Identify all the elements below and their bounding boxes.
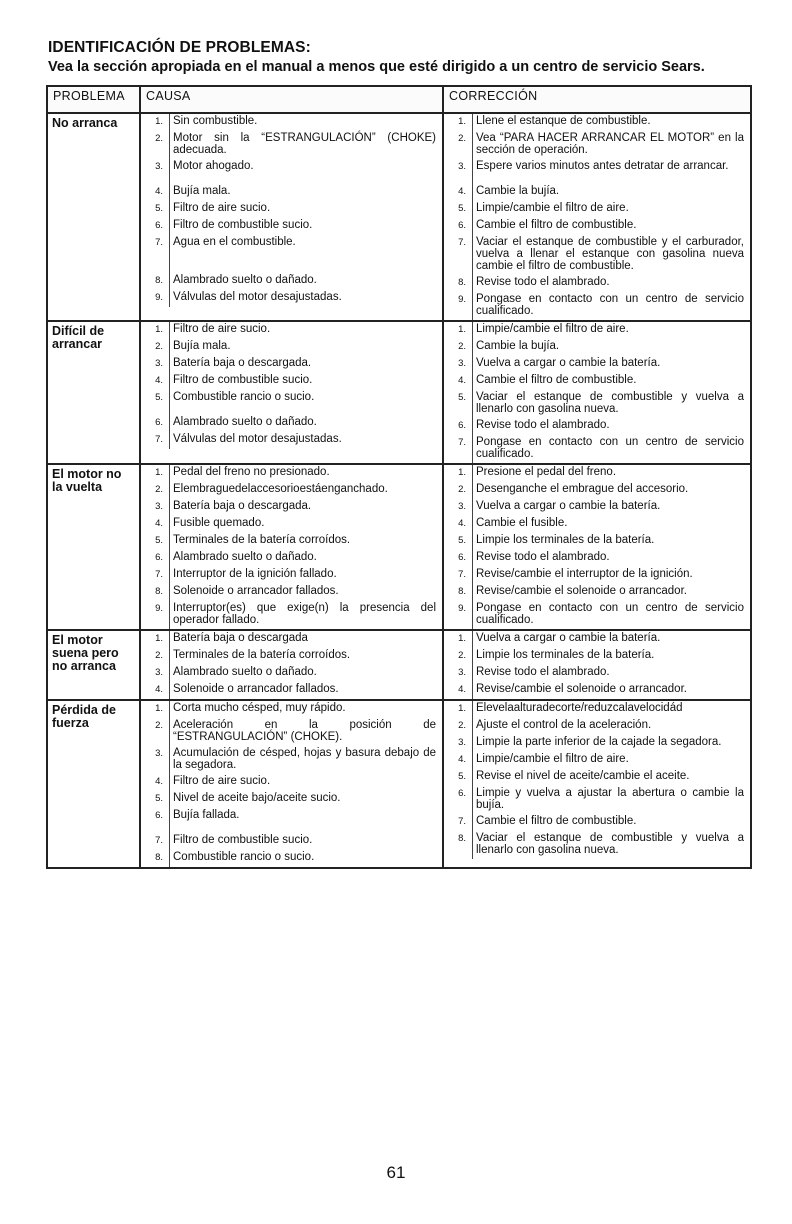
cause-item [141,356,442,373]
correction-item-text: Revise todo el alambrado. [476,666,610,678]
correction-item-number: 6. [458,788,466,799]
correction-item-number: 6. [458,552,466,563]
cause-list [141,114,442,307]
correction-item [444,814,750,831]
cause-item [141,114,442,131]
correction-item [444,201,750,218]
cause-item-number: 3. [155,358,163,369]
cause-item-number: 1. [155,324,163,335]
cause-item-number: 6. [155,220,163,231]
cause-item [141,131,442,159]
cause-item [141,808,442,833]
cause-cell [140,700,443,868]
correction-item [444,752,750,769]
cause-item [141,516,442,533]
cause-item [141,184,442,201]
cause-item [141,373,442,390]
correction-item [444,665,750,682]
correction-cell [443,464,751,630]
cause-item [141,567,442,584]
correction-item-text: Cambie el filtro de combustible. [476,815,637,827]
correction-item [444,648,750,665]
correction-item-number: 5. [458,771,466,782]
correction-item-number: 7. [458,237,466,248]
cause-item [141,665,442,682]
cause-item [141,601,442,629]
correction-item [444,373,750,390]
correction-item [444,482,750,499]
correction-item [444,114,750,131]
cause-item-number: 6. [155,417,163,428]
cause-item [141,201,442,218]
correction-item-text: Ajuste el control de la aceleración. [476,719,652,731]
cause-item-number: 7. [155,835,163,846]
correction-item-text: Limpie y vuelva a ajustar la abertura o cambie la bujía. [476,787,744,811]
correction-item [444,435,750,463]
correction-item [444,131,750,159]
cause-item-text: Agua en el combustible. [173,236,296,248]
cause-item-number: 5. [155,203,163,214]
cause-cell [140,113,443,321]
cause-item [141,533,442,550]
correction-item-text: Limpie la parte inferior de la cajade la segadora. [476,736,722,748]
correction-item-number: 4. [458,375,466,386]
cause-cell [140,464,443,630]
cause-item-number: 5. [155,793,163,804]
cause-item-text: Bujía mala. [173,340,231,352]
cause-item [141,465,442,482]
cause-list [141,701,442,867]
cause-item-number: 1. [155,116,163,127]
correction-item-number: 8. [458,586,466,597]
correction-item-number: 3. [458,358,466,369]
correction-item [444,701,750,718]
cause-item-number: 3. [155,667,163,678]
cause-item-number: 1. [155,467,163,478]
cause-item-number: 3. [155,161,163,172]
cause-item-number: 1. [155,703,163,714]
correction-item [444,567,750,584]
correction-item-number: 7. [458,816,466,827]
cause-item [141,701,442,718]
correction-item [444,584,750,601]
header-problem: PROBLEMA [47,86,140,113]
cause-item-text: Aceleración en la posición de “ESTRANGULACIÓN” (CHOKE). [173,719,436,743]
correction-item-number: 3. [458,161,466,172]
cause-item-number: 4. [155,776,163,787]
cause-item-text: Válvulas del motor desajustadas. [173,291,342,303]
cause-item [141,584,442,601]
cause-list [141,322,442,449]
correction-item-number: 4. [458,186,466,197]
problem-cell: El motor no la vuelta [47,464,140,630]
correction-item-text: Pongase en contacto con un centro de servicio cualificado. [476,602,744,626]
cause-item-text: Terminales de la batería corroídos. [173,534,351,546]
correction-item [444,601,750,629]
page-heading [48,38,758,77]
correction-item-text: Vuelva a cargar o cambie la batería. [476,632,661,644]
correction-item-text: Revise/cambie el solenoide o arrancador. [476,683,687,695]
cause-item-number: 4. [155,684,163,695]
correction-item-text: Revise todo el alambrado. [476,551,610,563]
correction-list [444,701,750,859]
correction-item [444,735,750,752]
correction-list [444,631,750,699]
correction-item [444,292,750,320]
correction-item-number: 9. [458,294,466,305]
cause-item-text: Acumulación de césped, hojas y basura debajo de la segadora. [173,747,436,771]
table-row [47,630,751,700]
correction-item [444,159,750,184]
cause-item-text: Alambrado suelto o dañado. [173,551,317,563]
cause-item [141,648,442,665]
header-correction: CORRECCIÓN [443,86,751,113]
correction-item [444,465,750,482]
correction-item [444,516,750,533]
cause-item-text: Válvulas del motor desajustadas. [173,433,342,445]
cause-item [141,218,442,235]
cause-item [141,339,442,356]
correction-item-number: 5. [458,203,466,214]
correction-item-number: 8. [458,833,466,844]
cause-item [141,631,442,648]
cause-item [141,482,442,499]
cause-item-number: 7. [155,237,163,248]
problem-cell: Difícil de arrancar [47,321,140,464]
correction-item-number: 9. [458,603,466,614]
correction-item [444,769,750,786]
cause-item-text: Corta mucho césped, muy rápido. [173,702,346,714]
cause-item [141,746,442,774]
cause-item-text: Solenoide o arrancador fallados. [173,683,339,695]
correction-item-text: Cambie el fusible. [476,517,568,529]
cause-item [141,850,442,867]
correction-item [444,499,750,516]
cause-item [141,273,442,290]
cause-item-number: 8. [155,275,163,286]
correction-item-text: Llene el estanque de combustible. [476,115,651,127]
cause-item [141,390,442,415]
header-cause: CAUSA [140,86,443,113]
cause-item-text: Alambrado suelto o dañado. [173,274,317,286]
correction-item-text: Revise el nivel de aceite/cambie el aceite. [476,770,690,782]
correction-item-number: 8. [458,277,466,288]
correction-item [444,390,750,418]
cause-item-text: Combustible rancio o sucio. [173,391,315,403]
correction-item [444,322,750,339]
correction-item-number: 1. [458,467,466,478]
table-row [47,113,751,321]
cause-item-text: Combustible rancio o sucio. [173,851,315,863]
cause-item-text: Batería baja o descargada [173,632,308,644]
correction-item-number: 2. [458,720,466,731]
correction-item-text: Limpie/cambie el filtro de aire. [476,753,629,765]
correction-cell [443,630,751,700]
cause-item-number: 2. [155,650,163,661]
correction-item-number: 3. [458,737,466,748]
problem-cell: Pérdida de fuerza [47,700,140,868]
correction-item [444,631,750,648]
cause-item [141,833,442,850]
cause-item [141,322,442,339]
correction-item-text: Cambie la bujía. [476,340,560,352]
cause-cell [140,630,443,700]
cause-item [141,415,442,432]
cause-item-text: Fusible quemado. [173,517,265,529]
cause-item-number: 2. [155,484,163,495]
correction-item [444,235,750,275]
cause-cell [140,321,443,464]
cause-item-text: Bujía mala. [173,185,231,197]
correction-item-number: 1. [458,116,466,127]
correction-item-text: Vaciar el estanque de combustible y vuelva a llenarlo con gasolina nueva. [476,391,744,415]
table-row [47,321,751,464]
correction-item-text: Limpie los terminales de la batería. [476,534,655,546]
cause-item-text: Interruptor(es) que exige(n) la presencia del operador fallado. [173,602,436,626]
correction-item-text: Pongase en contacto con un centro de servicio cualificado. [476,436,744,460]
correction-item-text: Cambie el filtro de combustible. [476,374,637,386]
problem-cell: El motor suena pero no arranca [47,630,140,700]
correction-item-number: 1. [458,633,466,644]
cause-item-text: Motor ahogado. [173,160,254,172]
cause-item-number: 4. [155,518,163,529]
correction-item [444,786,750,814]
correction-item [444,682,750,699]
correction-cell [443,700,751,868]
correction-item-number: 1. [458,324,466,335]
correction-list [444,322,750,463]
correction-item-text: Vaciar el estanque de combustible y el carburador, vuelva a llenar el estanque con gasolina nueva cambie el filtro de combustible. [476,236,744,272]
correction-item [444,831,750,859]
correction-item [444,218,750,235]
correction-item-text: Revise/cambie el interruptor de la ignición. [476,568,693,580]
cause-item-number: 2. [155,720,163,731]
correction-item-number: 2. [458,341,466,352]
cause-item-text: Alambrado suelto o dañado. [173,666,317,678]
cause-item-text: Filtro de combustible sucio. [173,219,313,231]
correction-item-text: Revise/cambie el solenoide o arrancador. [476,585,687,597]
cause-item-number: 6. [155,810,163,821]
cause-item [141,290,442,307]
correction-item-text: Revise todo el alambrado. [476,419,610,431]
cause-item-number: 2. [155,133,163,144]
correction-item-text: Cambie la bujía. [476,185,560,197]
cause-item-text: Bujía fallada. [173,809,240,821]
correction-cell [443,321,751,464]
correction-item-text: Cambie el filtro de combustible. [476,219,637,231]
correction-item-number: 5. [458,392,466,403]
cause-item-number: 6. [155,552,163,563]
cause-item [141,550,442,567]
cause-item-text: Alambrado suelto o dañado. [173,416,317,428]
cause-item-number: 8. [155,852,163,863]
cause-item [141,682,442,699]
cause-item-number: 4. [155,375,163,386]
cause-item-text: Batería baja o descargada. [173,357,312,369]
cause-item-number: 3. [155,501,163,512]
table-row [47,464,751,630]
page-number: 61 [386,1163,406,1182]
correction-item-text: Limpie/cambie el filtro de aire. [476,323,629,335]
cause-item-text: Elembraguedelaccesorioestáenganchado. [173,483,388,495]
correction-item-number: 5. [458,535,466,546]
cause-item-number: 2. [155,341,163,352]
correction-item-number: 3. [458,667,466,678]
correction-item-text: Limpie/cambie el filtro de aire. [476,202,629,214]
correction-list [444,114,750,320]
correction-item-text: Presione el pedal del freno. [476,466,617,478]
correction-item-number: 2. [458,484,466,495]
correction-item-text: Espere varios minutos antes detratar de arrancar. [476,160,729,172]
correction-item-number: 4. [458,684,466,695]
cause-item-number: 9. [155,292,163,303]
correction-item-text: Desenganche el embrague del accesorio. [476,483,689,495]
page-subtitle: Vea la sección apropiada en el manual a menos que esté dirigido a un centro de servicio Sears. [48,59,705,75]
correction-item-number: 1. [458,703,466,714]
correction-item [444,275,750,292]
correction-item [444,356,750,373]
correction-item-text: Vuelva a cargar o cambie la batería. [476,357,661,369]
cause-item-text: Pedal del freno no presionado. [173,466,330,478]
cause-item-text: Sin combustible. [173,115,258,127]
cause-item-text: Filtro de aire sucio. [173,775,271,787]
correction-list [444,465,750,629]
cause-item-text: Filtro de aire sucio. [173,202,271,214]
cause-item-number: 3. [155,748,163,759]
cause-item-text: Filtro de aire sucio. [173,323,271,335]
correction-item-number: 6. [458,220,466,231]
cause-item-text: Filtro de combustible sucio. [173,374,313,386]
cause-item-text: Batería baja o descargada. [173,500,312,512]
correction-item-number: 6. [458,420,466,431]
cause-item [141,718,442,746]
correction-item-number: 2. [458,650,466,661]
cause-item [141,499,442,516]
correction-item-text: Vuelva a cargar o cambie la batería. [476,500,661,512]
correction-item [444,533,750,550]
correction-item-text: Elevelaalturadecorte/reduzcalavelocidád [476,702,683,714]
cause-item-text: Filtro de combustible sucio. [173,834,313,846]
correction-item-text: Vaciar el estanque de combustible y vuelva a llenarlo con gasolina nueva. [476,832,744,856]
cause-item [141,791,442,808]
problem-cell: No arranca [47,113,140,321]
correction-item-number: 7. [458,437,466,448]
correction-item-number: 4. [458,754,466,765]
correction-item-number: 7. [458,569,466,580]
correction-item-text: Limpie los terminales de la batería. [476,649,655,661]
cause-list [141,465,442,629]
cause-item-number: 5. [155,535,163,546]
correction-item-number: 4. [458,518,466,529]
correction-item [444,418,750,435]
table-header-row [47,86,751,113]
table-row [47,700,751,868]
correction-item [444,718,750,735]
correction-item-number: 2. [458,133,466,144]
correction-item-text: Pongase en contacto con un centro de servicio cualificado. [476,293,744,317]
cause-item-number: 8. [155,586,163,597]
troubleshooting-table [46,85,752,869]
cause-list [141,631,442,699]
cause-item [141,159,442,184]
correction-item [444,550,750,567]
correction-item-text: Vea “PARA HACER ARRANCAR EL MOTOR” en la sección de operación. [476,132,744,156]
cause-item-number: 5. [155,392,163,403]
cause-item-number: 7. [155,434,163,445]
cause-item-text: Motor sin la “ESTRANGULACIÓN” (CHOKE) adecuada. [173,132,436,156]
cause-item-number: 4. [155,186,163,197]
correction-item [444,339,750,356]
correction-cell [443,113,751,321]
page-title: IDENTIFICACIÓN DE PROBLEMAS: [48,39,311,56]
cause-item [141,774,442,791]
cause-item-number: 9. [155,603,163,614]
cause-item-text: Interruptor de la ignición fallado. [173,568,337,580]
correction-item [444,184,750,201]
cause-item-text: Solenoide o arrancador fallados. [173,585,339,597]
cause-item-text: Nivel de aceite bajo/aceite sucio. [173,792,341,804]
correction-item-number: 3. [458,501,466,512]
cause-item-number: 1. [155,633,163,644]
correction-item-text: Revise todo el alambrado. [476,276,610,288]
cause-item [141,235,442,273]
cause-item-text: Terminales de la batería corroídos. [173,649,351,661]
cause-item [141,432,442,449]
cause-item-number: 7. [155,569,163,580]
